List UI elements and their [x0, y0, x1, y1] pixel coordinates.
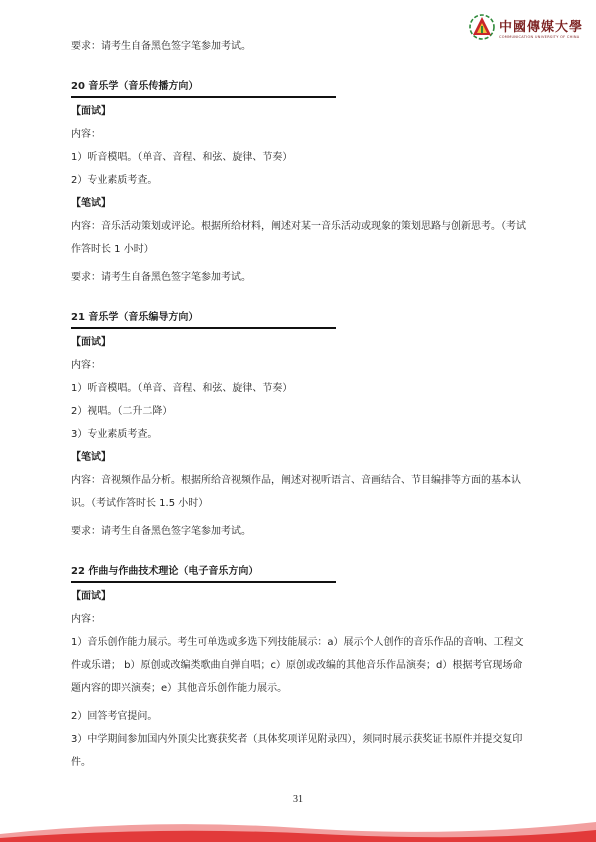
text-line: 要求：请考生自备黑色签字笔参加考试。: [71, 272, 251, 283]
paragraph: 内容：音视频作品分析。根据所给音视频作品，阐述对视听语言、音画结合、节目编排等方面的基本认识。（考试作答时长 1.5 小时）: [71, 475, 521, 509]
text-line: 1）听音模唱。（单音、音程、和弦、旋律、节奏）: [71, 152, 293, 163]
subsection-label: 【面试】: [71, 591, 111, 602]
section-spacer: [71, 294, 531, 311]
subsection-label: 【笔试】: [71, 198, 111, 209]
footer-wave-decoration: [0, 814, 596, 842]
university-emblem-icon: [468, 13, 496, 41]
text-line: 要求：请考生自备黑色签字笔参加考试。: [71, 526, 251, 537]
text-line: 2）专业素质考查。: [71, 175, 158, 186]
logo-chinese-name: 中國傳媒大學: [499, 19, 584, 35]
section-underline: [71, 581, 336, 583]
logo-text: [499, 16, 583, 39]
section-spacer: [71, 63, 531, 80]
section-underline: [71, 96, 336, 98]
paragraph: 1）音乐创作能力展示。考生可单选或多选下列技能展示：a）展示个人创作的音乐作品的音响、工程文件或乐谱； b）原创或改编类歌曲自弹自唱；c）原创或改编的其他音乐作品演奏；d）根据考官现场命题内容的即兴演奏；e）其他音乐创作能力展示。: [71, 637, 524, 694]
logo-english-name: COMMUNICATION UNIVERSITY OF CHINA: [499, 34, 580, 39]
text-line: 内容：: [71, 614, 101, 625]
text-line: 1）听音模唱。（单音、音程、和弦、旋律、节奏）: [71, 383, 293, 394]
footer-decoration: [0, 814, 596, 842]
document-body: [71, 40, 531, 784]
section-heading: 22 作曲与作曲技术理论（电子音乐方向）: [71, 566, 259, 577]
page-number: 31: [293, 794, 303, 805]
paragraph: 3）中学期间参加国内外顶尖比赛获奖者（具体奖项详见附录四），须同时展示获奖证书原件并提交复印件。: [71, 734, 523, 768]
subsection-label: 【面试】: [71, 337, 111, 348]
text-line: 2）视唱。（二升二降）: [71, 406, 173, 417]
section-spacer: [71, 548, 531, 565]
text-line: 2）回答考官提问。: [71, 711, 158, 722]
paragraph: 内容：音乐活动策划或评论。根据所给材料，阐述对某一音乐活动或现象的策划思路与创新思考。（考试作答时长 1 小时）: [71, 221, 526, 255]
text-line: 内容：: [71, 129, 101, 140]
text-line: 要求：请考生自备黑色签字笔参加考试。: [71, 41, 251, 52]
subsection-label: 【面试】: [71, 106, 111, 117]
text-line: 内容：: [71, 360, 101, 371]
text-line: 3）专业素质考查。: [71, 429, 158, 440]
subsection-label: 【笔试】: [71, 452, 111, 463]
section-underline: [71, 327, 336, 329]
section-heading: 21 音乐学（音乐编导方向）: [71, 312, 199, 323]
section-heading: 20 音乐学（音乐传播方向）: [71, 81, 199, 92]
